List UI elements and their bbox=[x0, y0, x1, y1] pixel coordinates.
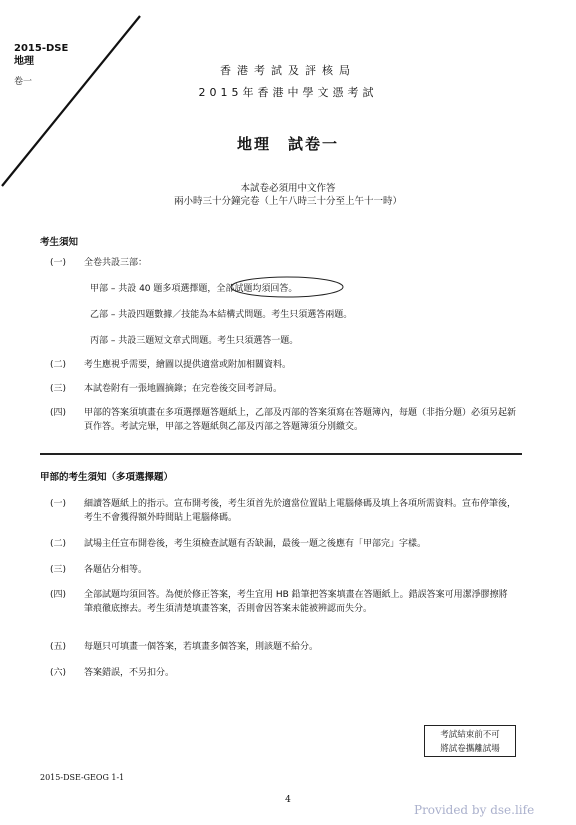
general-subitem-a: 甲部 – 共設 40 題多項選擇題，全部試題均須回答。 bbox=[90, 284, 298, 294]
section-divider bbox=[40, 453, 522, 455]
part-a-item-4: (四) 全部試題均須回答。為便於修正答案，考生宜用 HB 鉛筆把答案填畫在答題紙上。錯誤答案可用潔淨膠擦將筆痕徹底擦去。考生須清楚填畫答案，否則會因答案未能被辨認而失分。 bbox=[50, 590, 508, 614]
general-item-1: (一) 全卷共設三部： bbox=[50, 258, 148, 268]
organisation-name: 香港考試及評核局 bbox=[220, 64, 356, 77]
watermark-link[interactable]: Provided by dse.life bbox=[414, 803, 535, 817]
page-title: 地理 試卷一 bbox=[236, 135, 339, 153]
general-item-4: (四) 甲部的答案須填畫在多項選擇題答題紙上，乙部及丙部的答案須寫在答題簿內，每題（非指分題）必須另起新頁作答。考試完畢，甲部之答題紙與乙部及丙部之答題簿須分別繳交。 bbox=[50, 408, 517, 432]
corner-year: 2015-DSE bbox=[14, 43, 69, 54]
page-number: 4 bbox=[285, 795, 291, 805]
part-a-item-3: (三) 各題佔分相等。 bbox=[50, 565, 148, 575]
hand-drawn-circle bbox=[228, 274, 346, 300]
part-a-item-6: (六) 答案錯誤，不另扣分。 bbox=[50, 668, 175, 678]
part-a-heading: 甲部的考生須知（多項選擇題） bbox=[40, 472, 174, 483]
corner-paper: 卷一 bbox=[14, 77, 33, 87]
notice-line-1: 考試結束前不可 bbox=[440, 730, 500, 740]
general-subitem-c: 丙部 – 共設三題短文章式問題。考生只須選答一題。 bbox=[90, 336, 299, 346]
exam-notice-box bbox=[424, 725, 516, 757]
general-subitem-b: 乙部 – 共設四題數據／技能為本結構式問題。考生只須選答兩題。 bbox=[90, 310, 353, 320]
part-a-item-5: (五) 每題只可填畫一個答案，若填畫多個答案，則該題不給分。 bbox=[50, 642, 319, 652]
exam-name: 2015年香港中學文憑考試 bbox=[198, 86, 378, 99]
language-note: 本試卷必須用中文作答 bbox=[240, 183, 336, 194]
notice-line-2: 將試卷攜離試場 bbox=[440, 744, 500, 754]
part-a-item-2: (二) 試場主任宣布開卷後，考生須檢查試題有否缺漏，最後一題之後應有「甲部完」字樣。 bbox=[50, 539, 427, 549]
corner-subject: 地理 bbox=[14, 56, 34, 67]
general-instructions-heading: 考生須知 bbox=[40, 237, 79, 248]
general-item-2: (二) 考生應視乎需要，繪圖以提供適當或附加相關資料。 bbox=[50, 360, 292, 370]
general-item-3: (三) 本試卷附有一張地圖摘錄；在完卷後交回考評局。 bbox=[50, 384, 283, 394]
duration-note: 兩小時三十分鐘完卷（上午八時三十分至上午十一時） bbox=[173, 196, 402, 207]
paper-code-footer: 2015-DSE-GEOG 1-1 bbox=[40, 773, 125, 782]
part-a-item-1: (一) 細讀答題紙上的指示。宣布開考後，考生須首先於適當位置貼上電腦條碼及填上各項所需資料。宣布停筆後，考生不會獲得額外時間貼上電腦條碼。 bbox=[50, 499, 517, 523]
